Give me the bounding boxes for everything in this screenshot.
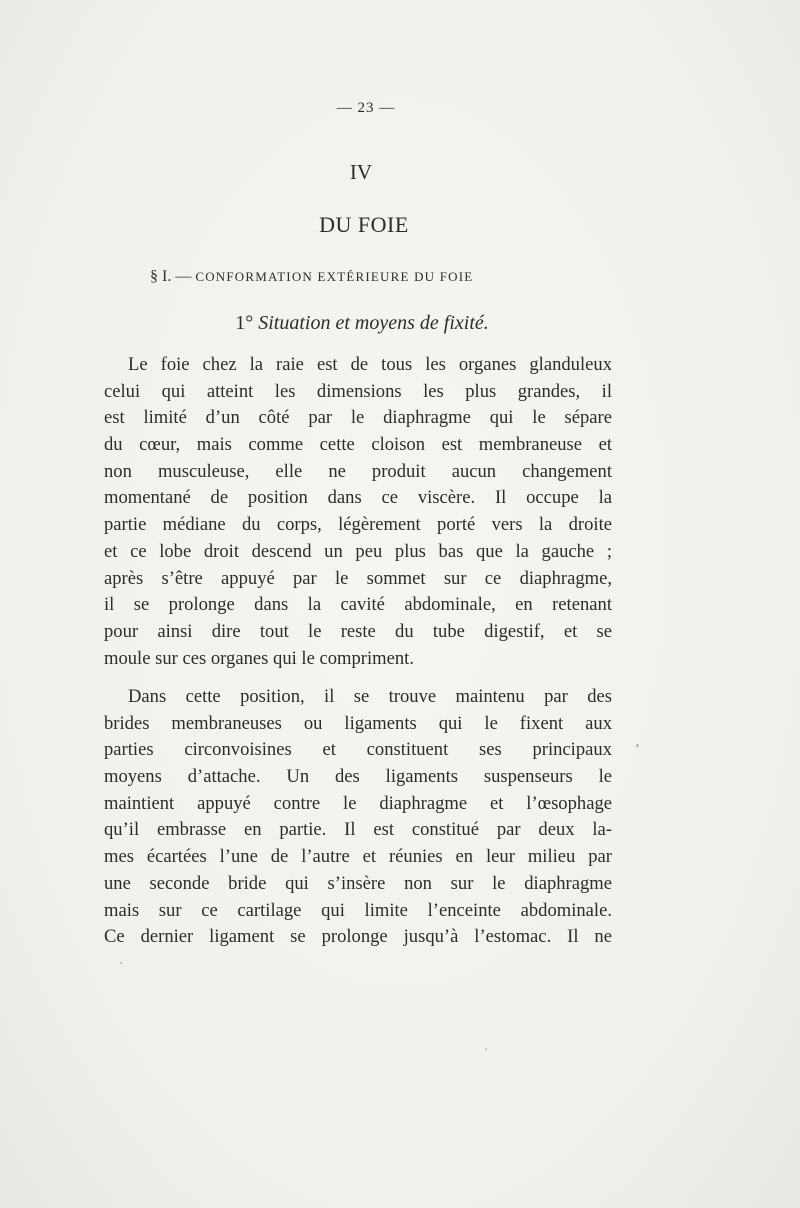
text-line: du cœur, mais comme cette cloison est membraneuse et [104, 434, 612, 456]
text-line: mes écartées l’une de l’autre et réunies en leur milieu par [104, 846, 612, 868]
text-line: mais sur ce cartilage qui limite l’enceinte abdominale. [104, 899, 612, 921]
paper-speck [120, 962, 122, 964]
subsection-title: Situation et moyens de fixité. [258, 312, 489, 334]
text-line: momentané de position dans ce viscère. Il occupe la [104, 487, 612, 509]
chapter-number: IV [349, 160, 373, 184]
section-heading [150, 268, 620, 286]
page-number: — 23 — [336, 100, 396, 116]
text-line: une seconde bride qui s’insère non sur le diaphragme [104, 872, 612, 894]
section-title: CONFORMATION EXTÉRIEURE DU FOIE [195, 269, 474, 284]
text-line: celui qui atteint les dimensions les plus grandes, il [104, 380, 612, 402]
text-line: maintient appuyé contre le diaphragme et l’œsophage [104, 792, 612, 814]
text-line: et ce lobe droit descend un peu plus bas que la gauche ; [104, 540, 612, 562]
text-line: il se prolonge dans la cavité abdominale, en retenant [104, 594, 612, 616]
subsection-heading [0, 312, 724, 335]
subsection-number: 1° [235, 312, 254, 334]
section-mark: § I. — [150, 268, 192, 285]
text-line: moyens d’attache. Un des ligaments suspenseurs le [104, 766, 612, 788]
paragraph [104, 684, 612, 951]
text-line: parties circonvoisines et constituent ses principaux [104, 739, 612, 761]
paper-speck [485, 1048, 487, 1050]
text-line: moule sur ces organes qui le compriment. [104, 647, 414, 669]
text-line: est limité d’un côté par le diaphragme qui le sépare [104, 407, 612, 429]
text-line: non musculeuse, elle ne produit aucun changement [104, 460, 612, 482]
text-line: Ce dernier ligament se prolonge jusqu’à l’estomac. Il ne [104, 926, 612, 948]
paragraph [104, 352, 612, 672]
text-line: partie médiane du corps, légèrement porté vers la droite [104, 514, 612, 536]
text-line: Dans cette position, il se trouve maintenu par des [128, 686, 612, 707]
text-line: brides membraneuses ou ligaments qui le fixent aux [104, 712, 612, 734]
text-line: après s’être appuyé par le sommet sur ce diaphragme, [104, 567, 612, 589]
text-line: pour ainsi dire tout le reste du tube digestif, et se [104, 620, 612, 642]
text-line: qu’il embrasse en partie. Il est constitué par deux la- [104, 819, 612, 841]
text-line: Le foie chez la raie est de tous les organes glanduleux [128, 354, 612, 375]
paper-speck [636, 744, 639, 747]
chapter-title: DU FOIE [319, 212, 409, 237]
